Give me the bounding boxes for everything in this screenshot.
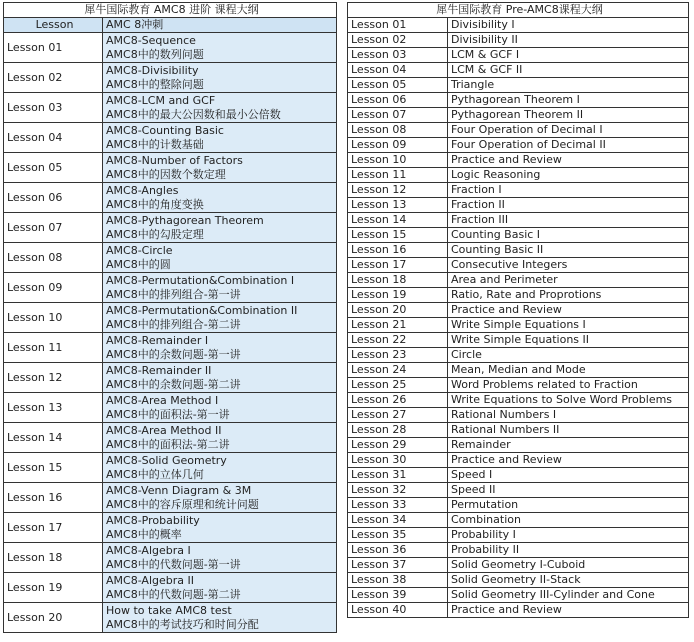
table-row — [348, 543, 689, 558]
lesson-number: Lesson 12 — [348, 183, 448, 198]
lesson-number: Lesson 16 — [4, 483, 103, 513]
table-row — [4, 543, 337, 573]
lesson-topic — [103, 483, 337, 513]
table-row — [348, 558, 689, 573]
table-row — [348, 123, 689, 138]
lesson-topic-en: AMC8-Pythagorean Theorem — [106, 213, 264, 227]
lesson-topic: Practice and Review — [448, 303, 689, 318]
lesson-number: Lesson 14 — [4, 423, 103, 453]
table-row — [348, 393, 689, 408]
lesson-topic-en: AMC8-Venn Diagram & 3M — [106, 483, 252, 497]
lesson-topic-en: AMC8-Sequence — [106, 33, 196, 47]
lesson-topic — [103, 543, 337, 573]
table-row — [4, 243, 337, 273]
lesson-topic — [103, 243, 337, 273]
lesson-number: Lesson 06 — [4, 183, 103, 213]
lesson-topic: Write Simple Equations I — [448, 318, 689, 333]
lesson-topic: Probability I — [448, 528, 689, 543]
lesson-topic — [103, 393, 337, 423]
lesson-number: Lesson 15 — [348, 228, 448, 243]
table-row — [348, 363, 689, 378]
lesson-number: Lesson 02 — [348, 33, 448, 48]
lesson-topic: Logic Reasoning — [448, 168, 689, 183]
lesson-topic-en: AMC8-Algebra I — [106, 543, 191, 557]
table-row — [4, 573, 337, 603]
lesson-topic — [103, 183, 337, 213]
table-row — [348, 378, 689, 393]
lesson-number: Lesson 31 — [348, 468, 448, 483]
lesson-topic-zh: AMC8中的排列组合-第一讲 — [106, 287, 241, 301]
table-row — [348, 483, 689, 498]
lesson-topic: Counting Basic I — [448, 228, 689, 243]
lesson-number: Lesson 04 — [348, 63, 448, 78]
lesson-topic-en: AMC8-Probability — [106, 513, 200, 527]
table-row — [348, 288, 689, 303]
table-row — [348, 183, 689, 198]
table-row — [348, 498, 689, 513]
table-row — [4, 93, 337, 123]
lesson-number: Lesson 33 — [348, 498, 448, 513]
lesson-topic-zh: AMC8中的排列组合-第二讲 — [106, 317, 241, 331]
table-row — [348, 108, 689, 123]
lesson-number: Lesson 28 — [348, 423, 448, 438]
lesson-topic-zh: AMC8中的因数个数定理 — [106, 167, 226, 181]
lesson-number: Lesson 35 — [348, 528, 448, 543]
lesson-number: Lesson 03 — [348, 48, 448, 63]
lesson-number: Lesson 08 — [4, 243, 103, 273]
lesson-topic: Consecutive Integers — [448, 258, 689, 273]
table-row — [4, 183, 337, 213]
lesson-topic: Word Problems related to Fraction — [448, 378, 689, 393]
lesson-number: Lesson 40 — [348, 603, 448, 618]
lesson-topic — [103, 93, 337, 123]
table-row — [348, 408, 689, 423]
table-row — [4, 423, 337, 453]
table-row — [348, 468, 689, 483]
lesson-number: Lesson 11 — [348, 168, 448, 183]
table-row — [4, 513, 337, 543]
lesson-topic-zh: AMC8中的概率 — [106, 527, 182, 541]
lesson-number: Lesson 15 — [4, 453, 103, 483]
lesson-number: Lesson 19 — [348, 288, 448, 303]
lesson-topic: Permutation — [448, 498, 689, 513]
lesson-topic-en: AMC8-Permutation&Combination II — [106, 303, 298, 317]
table-row — [4, 153, 337, 183]
lesson-number: Lesson 11 — [4, 333, 103, 363]
lesson-number: Lesson 04 — [4, 123, 103, 153]
lesson-topic — [103, 153, 337, 183]
table-row — [348, 48, 689, 63]
lesson-topic: Ratio, Rate and Proprotions — [448, 288, 689, 303]
lesson-number: Lesson 05 — [348, 78, 448, 93]
table-row — [348, 213, 689, 228]
lesson-topic: Four Operation of Decimal I — [448, 123, 689, 138]
table-row — [4, 393, 337, 423]
table-row — [348, 78, 689, 93]
lesson-topic-zh: AMC8中的考试技巧和时间分配 — [106, 617, 259, 631]
lesson-topic-en: AMC8-Permutation&Combination I — [106, 273, 295, 287]
lesson-topic-en: AMC8-Circle — [106, 243, 173, 257]
lesson-number: Lesson 29 — [348, 438, 448, 453]
lesson-topic — [103, 423, 337, 453]
lesson-topic — [103, 453, 337, 483]
table-row — [348, 18, 689, 33]
pre-amc8-syllabus-table — [347, 2, 689, 618]
table-row — [348, 603, 689, 618]
lesson-topic-en: AMC8-Remainder II — [106, 363, 212, 377]
table-row — [348, 153, 689, 168]
lesson-topic: Solid Geometry I-Cuboid — [448, 558, 689, 573]
table-row — [348, 243, 689, 258]
table-row — [348, 198, 689, 213]
lesson-topic: Solid Geometry II-Stack — [448, 573, 689, 588]
lesson-topic: Mean, Median and Mode — [448, 363, 689, 378]
lesson-topic — [103, 123, 337, 153]
lesson-topic: Circle — [448, 348, 689, 363]
lesson-topic: Write Simple Equations II — [448, 333, 689, 348]
left-header-lesson: Lesson — [4, 18, 103, 33]
lesson-number: Lesson 10 — [4, 303, 103, 333]
lesson-number: Lesson 08 — [348, 123, 448, 138]
table-row — [348, 93, 689, 108]
table-row — [348, 258, 689, 273]
lesson-topic-zh: AMC8中的数列问题 — [106, 47, 204, 61]
lesson-topic: Remainder — [448, 438, 689, 453]
lesson-number: Lesson 19 — [4, 573, 103, 603]
lesson-topic: Fraction I — [448, 183, 689, 198]
lesson-number: Lesson 01 — [4, 33, 103, 63]
lesson-topic — [103, 333, 337, 363]
lesson-topic: Write Equations to Solve Word Problems — [448, 393, 689, 408]
lesson-number: Lesson 22 — [348, 333, 448, 348]
lesson-topic-zh: AMC8中的代数问题-第一讲 — [106, 557, 241, 571]
lesson-topic: LCM & GCF I — [448, 48, 689, 63]
lesson-topic-zh: AMC8中的整除问题 — [106, 77, 204, 91]
lesson-topic: Divisibility II — [448, 33, 689, 48]
lesson-number: Lesson 25 — [348, 378, 448, 393]
table-row — [348, 273, 689, 288]
table-row — [348, 423, 689, 438]
lesson-number: Lesson 09 — [4, 273, 103, 303]
table-row — [348, 438, 689, 453]
lesson-number: Lesson 20 — [348, 303, 448, 318]
lesson-topic: Area and Perimeter — [448, 273, 689, 288]
lesson-topic — [103, 573, 337, 603]
lesson-number: Lesson 18 — [348, 273, 448, 288]
lesson-topic — [103, 603, 337, 633]
lesson-topic — [103, 273, 337, 303]
lesson-number: Lesson 17 — [4, 513, 103, 543]
table-row — [348, 588, 689, 603]
table-row — [348, 33, 689, 48]
lesson-number: Lesson 14 — [348, 213, 448, 228]
table-row — [4, 63, 337, 93]
lesson-number: Lesson 26 — [348, 393, 448, 408]
lesson-topic: Fraction II — [448, 198, 689, 213]
lesson-topic-en: AMC8-Number of Factors — [106, 153, 243, 167]
lesson-number: Lesson 24 — [348, 363, 448, 378]
lesson-topic — [103, 63, 337, 93]
amc8-advanced-syllabus-table — [3, 2, 337, 633]
lesson-number: Lesson 20 — [4, 603, 103, 633]
table-row — [348, 513, 689, 528]
lesson-number: Lesson 05 — [4, 153, 103, 183]
lesson-number: Lesson 21 — [348, 318, 448, 333]
lesson-topic — [103, 303, 337, 333]
table-row — [348, 453, 689, 468]
lesson-topic: Combination — [448, 513, 689, 528]
lesson-topic-en: AMC8-Area Method I — [106, 393, 219, 407]
lesson-number: Lesson 30 — [348, 453, 448, 468]
table-row — [348, 63, 689, 78]
lesson-topic-en: AMC8-Angles — [106, 183, 179, 197]
lesson-topic: Counting Basic II — [448, 243, 689, 258]
lesson-number: Lesson 03 — [4, 93, 103, 123]
table-row — [348, 318, 689, 333]
lesson-topic: Practice and Review — [448, 453, 689, 468]
table-row — [4, 363, 337, 393]
lesson-number: Lesson 18 — [4, 543, 103, 573]
table-row — [348, 348, 689, 363]
lesson-number: Lesson 32 — [348, 483, 448, 498]
lesson-topic: LCM & GCF II — [448, 63, 689, 78]
lesson-number: Lesson 09 — [348, 138, 448, 153]
lesson-number: Lesson 34 — [348, 513, 448, 528]
lesson-number: Lesson 38 — [348, 573, 448, 588]
lesson-topic: Triangle — [448, 78, 689, 93]
lesson-number: Lesson 23 — [348, 348, 448, 363]
lesson-number: Lesson 12 — [4, 363, 103, 393]
lesson-topic — [103, 363, 337, 393]
lesson-topic: Speed II — [448, 483, 689, 498]
lesson-topic-zh: AMC8中的勾股定理 — [106, 227, 204, 241]
table-row — [4, 333, 337, 363]
table-row — [348, 333, 689, 348]
lesson-topic-zh: AMC8中的面积法-第二讲 — [106, 437, 230, 451]
lesson-number: Lesson 39 — [348, 588, 448, 603]
table-row — [4, 273, 337, 303]
table-row — [348, 303, 689, 318]
lesson-number: Lesson 07 — [4, 213, 103, 243]
table-row — [348, 528, 689, 543]
lesson-topic: Four Operation of Decimal II — [448, 138, 689, 153]
lesson-topic: Probability II — [448, 543, 689, 558]
lesson-topic: Solid Geometry III-Cylinder and Cone — [448, 588, 689, 603]
lesson-topic — [103, 213, 337, 243]
lesson-topic-en: AMC8-Algebra II — [106, 573, 194, 587]
lesson-topic: Pythagorean Theorem I — [448, 93, 689, 108]
lesson-number: Lesson 16 — [348, 243, 448, 258]
table-row — [4, 453, 337, 483]
lesson-number: Lesson 01 — [348, 18, 448, 33]
lesson-number: Lesson 10 — [348, 153, 448, 168]
lesson-number: Lesson 13 — [4, 393, 103, 423]
lesson-number: Lesson 27 — [348, 408, 448, 423]
lesson-topic: Pythagorean Theorem II — [448, 108, 689, 123]
lesson-topic-en: AMC8-Area Method II — [106, 423, 222, 437]
lesson-topic-zh: AMC8中的余数问题-第一讲 — [106, 347, 241, 361]
lesson-number: Lesson 36 — [348, 543, 448, 558]
lesson-topic: Practice and Review — [448, 153, 689, 168]
lesson-number: Lesson 37 — [348, 558, 448, 573]
table-row — [348, 138, 689, 153]
lesson-number: Lesson 06 — [348, 93, 448, 108]
table-row — [4, 483, 337, 513]
lesson-topic-zh: AMC8中的圆 — [106, 257, 171, 271]
lesson-topic: Practice and Review — [448, 603, 689, 618]
lesson-number: Lesson 02 — [4, 63, 103, 93]
table-row — [4, 123, 337, 153]
table-row — [4, 33, 337, 63]
lesson-topic-en: How to take AMC8 test — [106, 603, 232, 617]
left-header-row — [4, 18, 337, 33]
lesson-topic: Speed I — [448, 468, 689, 483]
table-row — [4, 603, 337, 633]
lesson-topic-zh: AMC8中的代数问题-第二讲 — [106, 587, 241, 601]
lesson-topic-zh: AMC8中的立体几何 — [106, 467, 204, 481]
lesson-topic-zh: AMC8中的角度变换 — [106, 197, 204, 211]
lesson-topic — [103, 513, 337, 543]
lesson-topic-zh: AMC8中的面积法-第一讲 — [106, 407, 230, 421]
lesson-topic-zh: AMC8中的余数问题-第二讲 — [106, 377, 241, 391]
lesson-topic-zh: AMC8中的计数基础 — [106, 137, 204, 151]
table-row — [348, 573, 689, 588]
lesson-number: Lesson 13 — [348, 198, 448, 213]
right-table-title: 犀牛国际教育 Pre-AMC8课程大纲 — [348, 3, 689, 18]
lesson-topic-en: AMC8-Remainder I — [106, 333, 209, 347]
left-table-title: 犀牛国际教育 AMC8 进阶 课程大纲 — [4, 3, 337, 18]
lesson-topic: Divisibility I — [448, 18, 689, 33]
lesson-topic-en: AMC8-Divisibility — [106, 63, 199, 77]
lesson-topic-zh: AMC8中的容斥原理和统计问题 — [106, 497, 259, 511]
table-row — [348, 228, 689, 243]
lesson-number: Lesson 07 — [348, 108, 448, 123]
lesson-topic-en: AMC8-Counting Basic — [106, 123, 224, 137]
lesson-topic-zh: AMC8中的最大公因数和最小公倍数 — [106, 107, 281, 121]
table-row — [4, 303, 337, 333]
lesson-number: Lesson 17 — [348, 258, 448, 273]
lesson-topic: Fraction III — [448, 213, 689, 228]
lesson-topic: Rational Numbers II — [448, 423, 689, 438]
lesson-topic-en: AMC8-LCM and GCF — [106, 93, 216, 107]
lesson-topic-en: AMC8-Solid Geometry — [106, 453, 227, 467]
left-header-course: AMC 8冲刺 — [103, 18, 337, 33]
table-row — [4, 213, 337, 243]
table-row — [348, 168, 689, 183]
lesson-topic — [103, 33, 337, 63]
lesson-topic: Rational Numbers I — [448, 408, 689, 423]
